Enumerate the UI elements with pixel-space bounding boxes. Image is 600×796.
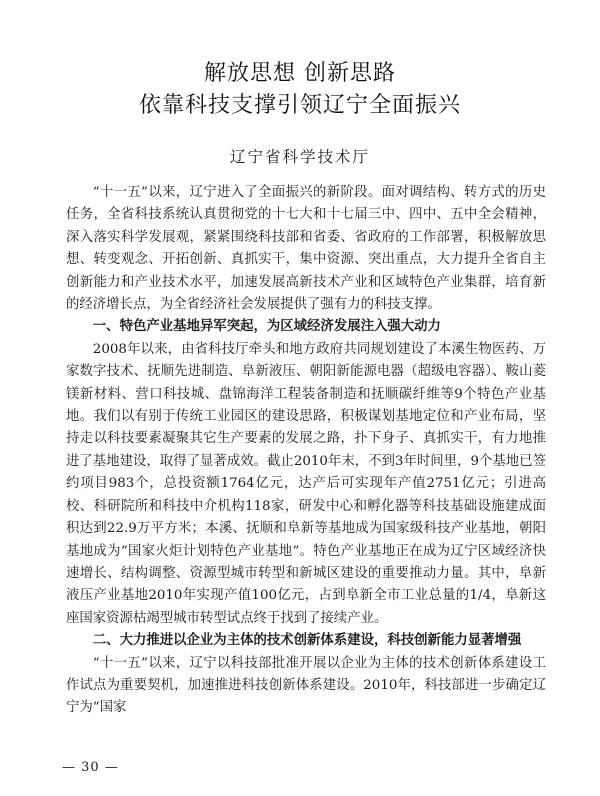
article-body (66, 182, 546, 720)
author: 辽宁省科学技术厅 (229, 148, 370, 166)
section-2-paragraph: “十一五”以来，辽宁以科技部批准开展以企业为主体的技术创新体系建设工作试点为重要契机，加速推进科技创新体系建设。2010年，科技部进一步确定辽宁为“国家 (66, 655, 546, 716)
intro-paragraph: “十一五”以来，辽宁进入了全面振兴的新阶段。面对调结构、转方式的历史任务，全省科技系统认真贯彻党的十七大和十七届三中、四中、五中全会精神，深入落实科学发展观，紧紧围绕科技部和省委、省政府的工作部署，积极解放思想、转变观念、开拓创新、真抓实干，集中资源、突出重点，大力提升全省自主创新能力和产业技术水平，加速发展高新技术产业和区域特色产业集群，培育新的经济增长点，为全省经济社会发展提供了强有力的科技支撑。 (66, 185, 546, 313)
section-1-paragraph: 2008年以来，由省科技厅牵头和地方政府共同规划建设了本溪生物医药、万家数字技术、抚顺先进制造、阜新液压、朝阳新能源电器（超级电容器）、鞍山菱镁新材料、营口科技城、盘锦海洋工程装备制造和抚顺碳纤维等9个特色产业基地。我们以有别于传统工业园区的建设思路，积极谋划基地定位和产业布局，坚持走以科技要素凝聚其它生产要素的发展之路，扑下身子、真抓实干，有力地推进了基地建设，取得了显著成效。截止2010年末，不到3年时间里，9个基地已签约项目983个，总投资额1764亿元，达产后可实现年产值2751亿元；引进高校、科研院所和科技中介机构118家，研发中心和孵化器等科技基础设施建成面积达到22.9万平方米；本溪、抚顺和阜新等基地成为国家级科技产业基地，朝阳基地成为“国家火炬计划特色产业基地”。特色产业基地正在成为辽宁区域经济快速增长、结构调整、资源型城市转型和新城区建设的重要推动力量。其中，阜新液压产业基地2010年实现产值100亿元，占到阜新全市工业总量的1/4，阜新这座国家资源枯竭型城市转型试点终于找到了接续产业。 (66, 341, 546, 626)
title-line-2: 依靠科技支撑引领辽宁全面振兴 (138, 93, 461, 118)
section-1-heading: 一、特色产业基地异军突起，为区域经济发展注入强大动力 (92, 319, 441, 335)
title-line-1: 解放思想 创新思路 (204, 61, 396, 86)
section-2-heading: 二、大力推进以企业为主体的技术创新体系建设，科技创新能力显著增强 (92, 633, 522, 649)
page-number: — 30 — (62, 760, 119, 775)
